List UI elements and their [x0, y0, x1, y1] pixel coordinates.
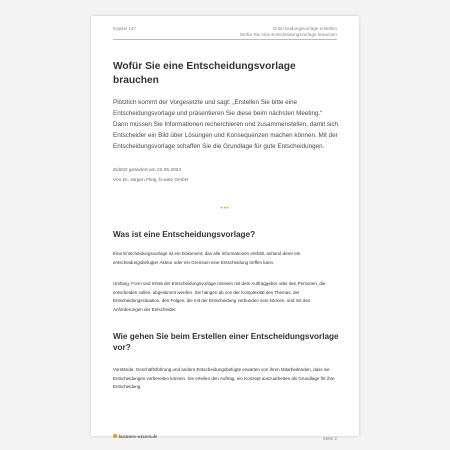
section-paragraph: Umfang, Form und Inhalt der Entscheidungsvorlage müssen mit dem Auftraggeber oder den Personen, die entscheiden sollen, abgestimmt werden. Sie hängen ab von der Komplexität des Themas, der Entscheidungssituation, den Folgen, die mit der Entscheidung verbunden sein können, und mit den Anforderungen der Entscheider.	[113, 281, 326, 312]
page-number: Seite 2	[322, 436, 337, 441]
section-heading-how: Wie gehen Sie beim Erstellen einer Entscheidungsvorlage vor?	[113, 332, 339, 352]
section-paragraph: Vorstände, Geschäftsführung und andere Entscheidungsbefugte erwarten von ihren Mitarbeitenden, dass sie Entscheidungen vorbereiten können. Sie erteilen den Auftrag, ein Konzept auszuarbeiten als Grundlage für ihre Entscheidung.	[113, 367, 335, 390]
document-page	[91, 16, 359, 441]
footer-logo[interactable]	[113, 434, 157, 440]
article-title: Wofür Sie eine Entscheidungsvorlage brauchen	[113, 61, 296, 86]
header-section	[240, 26, 337, 38]
header-chapter: Kapitel 147	[113, 26, 136, 31]
header-section-line2: Wofür Sie eine Entscheidungsvorlage brauchen	[240, 32, 337, 37]
footer-logo-text: business-wissen.de	[118, 435, 158, 440]
section-heading-what: Was ist eine Entscheidungsvorlage?	[113, 230, 256, 239]
article-intro: Plötzlich kommt der Vorgesetzte und sagt: „Erstellen Sie bitte eine Entscheidungsvorlage und präsentieren Sie diese beim nächsten Meeting.“ Dann müssen Sie Informationen recherchieren und zusammenstellen, damit sich Entscheider ein Bild über Lösungen und Konsequenzen machen können. Mit der Entscheidungsvorlage schaffen Sie die Grundlage für gute Entscheidungen.	[113, 99, 339, 151]
logo-dot-icon	[113, 434, 117, 438]
header-divider	[113, 39, 337, 40]
header-section-line1: Entscheidungsvorlage erstellen	[273, 26, 337, 31]
section-separator: •••	[220, 206, 230, 212]
section-paragraph: Eine Entscheidungsvorlage ist ein Dokument, das alle Informationen enthält, anhand derer ein entscheidungsbefugter Akteur oder ein Gremium eine Entscheidung treffen kann.	[113, 251, 301, 265]
updated-date: Zuletzt geändert am 22.05.2024	[113, 168, 182, 173]
author-line: Von Dr. Jürgen Fleig, b-wise GmbH	[113, 178, 189, 183]
